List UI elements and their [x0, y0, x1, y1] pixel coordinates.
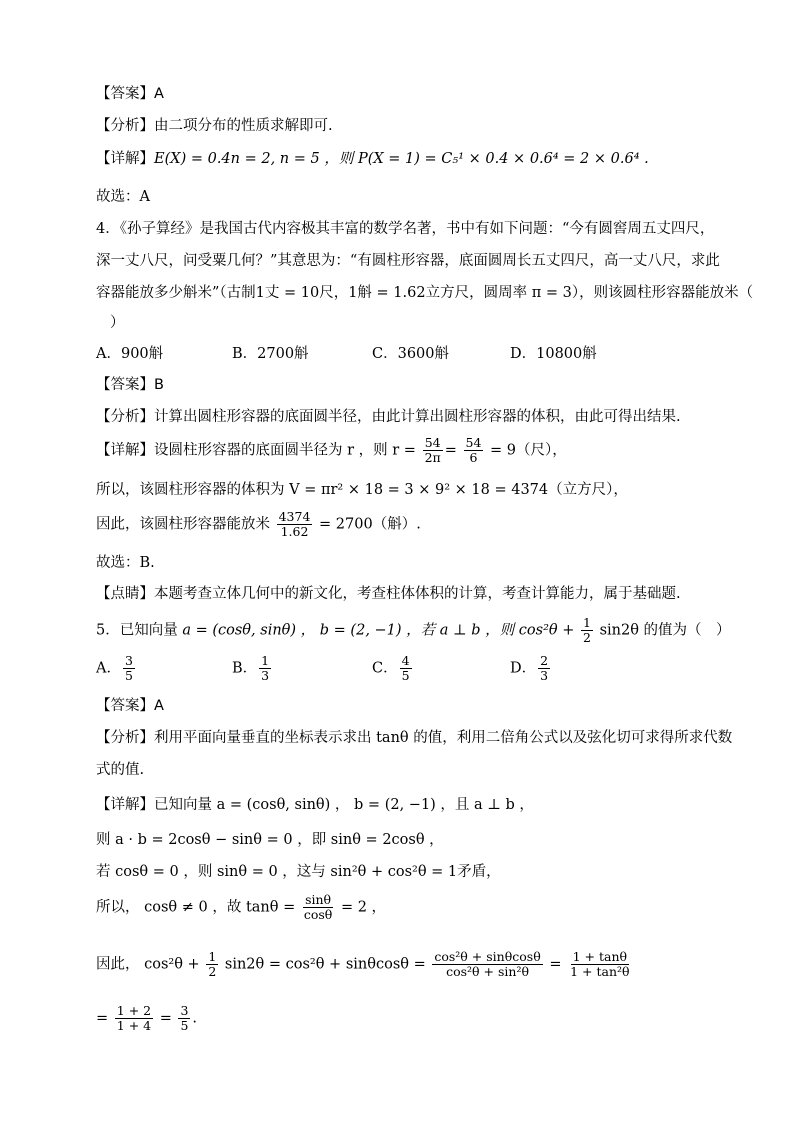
q4-result-line: [96, 510, 421, 539]
q5-frac-tan-form: $\frac{1 + \tan\theta}{\text{1 + tan²θ}}$: [570, 949, 630, 979]
q4-detail-radius: 【详解】设圆柱形容器的底面圆半径为 r ，则 r = $\frac{54}{2\pi}$ = $\frac{54}{6}$ = 9（尺），: [96, 435, 567, 465]
q4-result-prefix: 因此，该圆柱形容器能放米: [96, 516, 270, 533]
q5-analysis-line-2: 式的值.: [96, 762, 145, 778]
q5-detail-line-3: 若 cosθ = 0 ，则 sinθ = 0 ，这与 sin²θ + cos²θ = 1矛盾，: [96, 864, 501, 880]
q5-stem-half: $\frac{1}{2}$: [583, 615, 591, 645]
q4-comment: 【点睛】本题考查立体几何中的新文化，考查柱体体积的计算，考查计算能力，属于基础题.: [96, 586, 681, 602]
q5-frac-3-over-5-raw: $\frac{1 + 2}{1 + 4}$: [116, 1003, 152, 1033]
q3-detail-formula: E(X) = 0.4n = 2, n = 5 ，则 P(X = 1) = C₅¹ × 0.4 × 0.6⁴ = 2 × 0.6⁴ .: [154, 151, 649, 167]
q4-option-a: A．900斛: [96, 346, 164, 362]
q4-volume-line: 所以，该圆柱形容器的体积为 V = πr² × 18 = 3 × 9² × 18 = 4374（立方尺），: [96, 482, 628, 498]
q4-frac-54-over-6: $\frac{54}{6}$: [465, 435, 482, 465]
q4-option-d: D．10800斛: [510, 346, 597, 362]
q4-choice: 故选：B.: [96, 555, 155, 571]
q4-stem-line-2: 深一丈八尺，问受粟几何？”其意思为：“有圆柱形容器，底面圆周长五丈四尺，高一丈八尺，求此: [96, 253, 720, 269]
q5-detail-line-2: 则 a · b = 2cosθ − sinθ = 0 ，即 sinθ = 2cosθ ，: [96, 832, 444, 848]
q4-stem-line-4: ）: [110, 315, 125, 331]
q4-option-b: B．2700斛: [232, 346, 309, 362]
q5-frac-cos-sin: $\frac{\text{cos²θ + sinθcosθ}}{\text{cos²θ + sin²θ}}$: [434, 949, 541, 979]
q5-stem-prefix: 5．已知向量: [96, 622, 178, 639]
q5-detail-line-5: 因此， cos²θ + $\frac{1}{2}$ sin2θ = cos²θ + sinθcosθ = $\frac{\text{cos²θ + sinθcosθ}}{\text{cos²θ + sin²θ}}$ = $\frac{1 + \tan\theta}{\text{1 + tan²θ}}$: [96, 949, 630, 979]
q3-analysis: 【分析】由二项分布的性质求解即可.: [96, 118, 333, 134]
q5-option-b: B． $\frac{1}{3}$: [232, 653, 270, 683]
q5-stem-perpendicular: a ⊥ b ，则 cos²θ +: [439, 622, 575, 639]
q4-analysis: 【分析】计算出圆柱形容器的底面圆半径，由此计算出圆柱形容器的体积，由此可得出结果.: [96, 409, 681, 425]
q4-stem-line-3: 容器能放多少斛米”（古制1丈 = 10尺，1斛 = 1.62立方尺，圆周率 π = 3），则该圆柱形容器能放米（: [96, 285, 754, 301]
q5-option-d: D． $\frac{2}{3}$: [510, 653, 549, 683]
q4-stem-line-1: 4．《孙子算经》是我国古代内容极其丰富的数学名著，书中有如下问题：“今有圆窖周五丈四尺，: [96, 221, 715, 237]
q5-answer: 【答案】A: [96, 698, 164, 714]
q5-frac-3-over-5: $\frac{3}{5}$: [180, 1003, 189, 1033]
q5-detail-line-6: = $\frac{1 + 2}{1 + 4}$ = $\frac{3}{5}$ .: [96, 1003, 198, 1033]
q5-option-c: C． $\frac{4}{5}$: [372, 653, 410, 683]
q5-stem: [96, 616, 731, 645]
q5-frac-tan: $\frac{\sin\theta}{\cos\theta}$: [303, 892, 333, 922]
q5-detail-line-1: 【详解】已知向量 a = (cosθ, sinθ) ， b = (2, −1) ，且 a ⊥ b ，: [96, 797, 534, 813]
q5-option-a: A． $\frac{3}{5}$: [96, 653, 133, 683]
q3-detail-tag: 【详解】: [96, 151, 154, 167]
q4-frac-54-over-2pi: $\frac{54}{2\pi}$: [424, 435, 441, 465]
q5-frac-half: $\frac{1}{2}$: [208, 949, 217, 979]
q3-detail: [96, 149, 649, 169]
q4-frac-4374-over-162: $\frac{4374}{1.62}$: [278, 509, 311, 539]
q4-result-suffix: = 2700（斛）.: [319, 516, 421, 533]
q5-stem-vector-a: a = (cosθ, sinθ) ，: [182, 622, 316, 639]
q5-stem-suffix: sin2θ 的值为（ ）: [599, 622, 731, 639]
q4-answer: 【答案】B: [96, 377, 164, 393]
q3-choice: 故选：A: [96, 189, 150, 205]
q4-option-c: C．3600斛: [372, 346, 449, 362]
q5-stem-vector-b: b = (2, −1) ，若: [319, 622, 436, 639]
q4-detail-prefix: 【详解】设圆柱形容器的底面圆半径为 r ，则 r =: [96, 442, 416, 459]
q5-analysis-line-1: 【分析】利用平面向量垂直的坐标表示求出 tanθ 的值，利用二倍角公式以及弦化切可求得所求代数: [96, 730, 733, 746]
q4-detail-suffix: = 9（尺），: [490, 442, 567, 459]
q3-answer: 【答案】A: [96, 86, 164, 102]
q5-detail-line-4: 所以， cosθ ≠ 0 ，故 tanθ = $\frac{\sin\theta}{\cos\theta}$ = 2 ，: [96, 892, 387, 922]
